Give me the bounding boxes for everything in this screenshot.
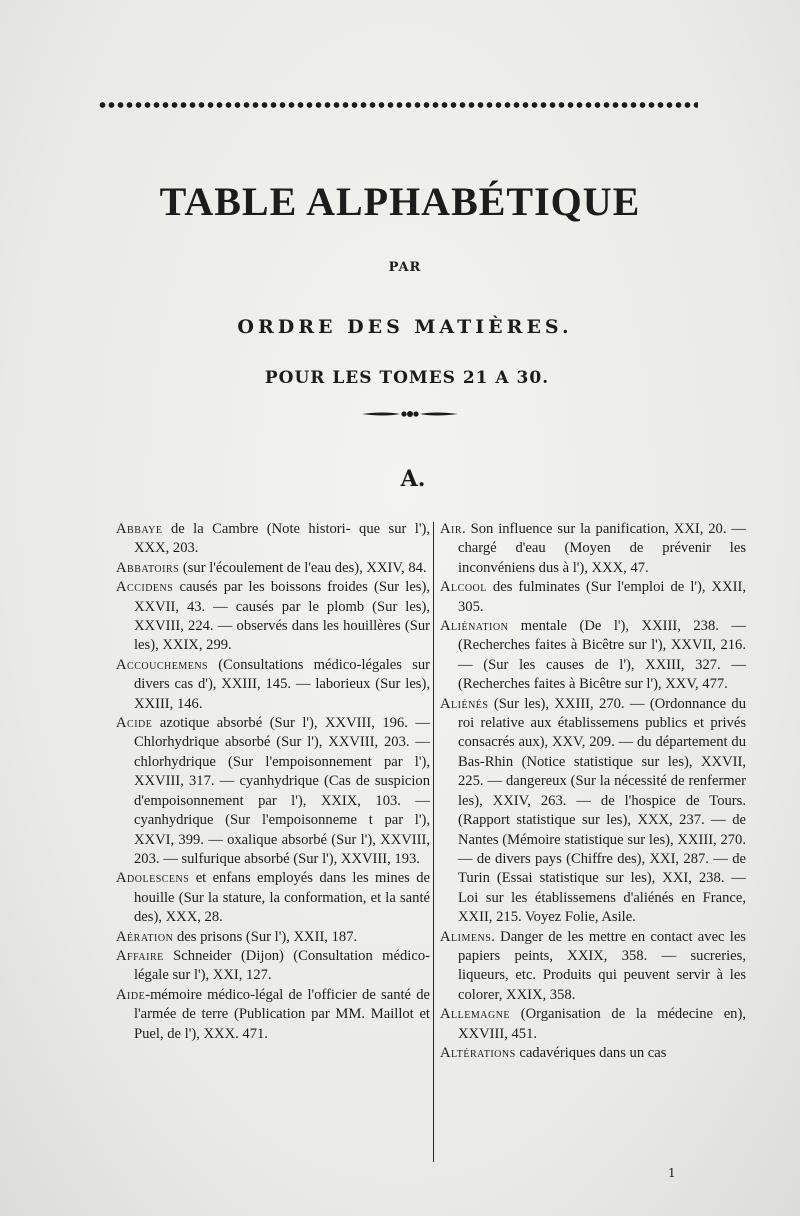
entry-text: . Danger de les mettre en contact avec les papiers peints, XXIX, 358. — sucreries, liqueurs, etc. Produits qui peuvent servir à les colorer, XXIX, 358. xyxy=(458,928,746,1003)
index-entry xyxy=(440,1044,746,1063)
index-entry xyxy=(440,1005,746,1044)
entry-headword: Air xyxy=(440,521,463,537)
index-entry xyxy=(116,559,430,578)
index-entry xyxy=(116,947,430,986)
entry-text: des fulminates (Sur l'emploi de l'), XXII, 305. xyxy=(458,579,746,615)
entry-text: (Sur les), XXIII, 270. — (Ordonnance du roi relative aux établissemens publics et privés consacrés aux), XXV, 209. — du département du Bas-Rhin (Notice statistique sur les), XXVII, 225. — dangereux (Sur la nécessité de renfermer les), XXIV, 263. — de l'hospice de Tours. (Rapport statistique sur les), XXX, 237. — de Nantes (Mémoire statistique sur les), XXIII, 270. — de divers pays (Chiffre des), XXI, 287. — de Turin (Essai statistique sur les), XXI, 238. — Loi sur les établissemens d'aliénés en France, XXII, 215. Voyez Folie, Asile. xyxy=(458,695,746,926)
entry-headword: Altérations xyxy=(440,1044,516,1061)
entry-headword: Adolescens xyxy=(116,870,190,887)
entry-text: mentale (De l'), XXIII, 238. — (Recherches faites à Bicêtre sur l'), XXVII, 216. — (Sur les causes de l'), XXIII, 327. — (Recherches faites à Bicêtre sur l'), XXV, 477. xyxy=(458,618,746,693)
right-column xyxy=(440,520,746,1063)
index-entry xyxy=(440,617,746,695)
index-entry xyxy=(116,520,430,559)
index-entry xyxy=(116,656,430,714)
index-entry xyxy=(116,928,430,947)
entry-headword: Accidens xyxy=(116,579,174,596)
left-column xyxy=(116,520,430,1044)
entry-headword: Abbatoirs xyxy=(116,559,180,576)
entry-text: -mémoire médico-légal de l'officier de santé de l'armée de terre (Publication par MM. Maillot et Puel, de l'), XXX. 471. xyxy=(134,986,430,1042)
subtitle-par: PAR xyxy=(388,260,422,275)
index-entry xyxy=(116,986,430,1044)
entry-text: . Son influence sur la panification, XXI, 20. — chargé d'eau (Moyen de prévenir les inconvéniens dus à l'), XXX, 47. xyxy=(458,521,746,576)
index-entry xyxy=(440,520,746,578)
subtitle-ordre: ORDRE DES MATIÈRES. xyxy=(237,316,573,338)
entry-headword: Allemagne xyxy=(440,1006,511,1023)
entry-headword: Accouchemens xyxy=(116,656,209,673)
entry-headword: Affaire xyxy=(116,947,164,964)
entry-text: (Consultations médico-légales sur divers cas d'), XXIII, 145. — laborieux (Sur les), XXIII, 146. xyxy=(134,656,430,712)
index-entry xyxy=(440,578,746,617)
section-letter: A. xyxy=(400,466,426,492)
entry-headword: Abbaye xyxy=(116,521,163,537)
flourish-ornament xyxy=(360,408,460,420)
entry-headword: Aide xyxy=(116,986,146,1003)
entry-text: (Organisation de la médecine en), XXVIII, 451. xyxy=(458,1006,746,1042)
entry-text: des prisons (Sur l'), XXII, 187. xyxy=(173,928,358,945)
entry-text: causés par les boissons froides (Sur les), XXVII, 43. — causés par le plomb (Sur les), XXVIII, 224. — observés dans les houillères (Sur les), XXIX, 299. xyxy=(134,579,430,654)
entry-text: azotique absorbé (Sur l'), XXVIII, 196. — Chlorhydrique absorbé (Sur l'), XXVIII, 203. — chlorhydrique (Sur l'empoisonnement par l'), XXVIII, 317. — cyanhydrique (Cas de suspicion d'empoisonnement par l'), XXIX, 103. — cyanhydrique (Sur l'empoisonneme t par l'), XXVI, 399. — oxalique absorbé (Sur l'), XXVIII, 203. — sulfurique absorbé (Sur l'), XXVIII, 193. xyxy=(134,715,430,867)
entry-headword: Aération xyxy=(116,928,174,945)
index-entry xyxy=(440,695,746,928)
entry-headword: Alcool xyxy=(440,579,487,596)
entry-headword: Aliénation xyxy=(440,618,509,635)
page-title: TABLE ALPHABÉTIQUE xyxy=(159,179,641,224)
entry-text: et enfans employés dans les mines de houille (Sur la stature, la conformation, et la santé des), XXX, 28. xyxy=(134,870,430,926)
entry-text: de la Cambre (Note histori- que sur l'), XXX, 203. xyxy=(134,521,430,557)
entry-headword: Alimens xyxy=(440,928,492,945)
entry-text: cadavériques dans un cas xyxy=(515,1044,667,1061)
entry-text: (sur l'écoulement de l'eau des), XXIV, 84. xyxy=(179,559,427,576)
index-entry xyxy=(440,928,746,1006)
entry-headword: Aliénés xyxy=(440,695,489,712)
ornamental-rule xyxy=(98,100,698,110)
column-divider xyxy=(433,522,434,1162)
index-entry xyxy=(116,714,430,869)
index-entry xyxy=(116,869,430,927)
subtitle-tomes: POUR LES TOMES 21 A 30. xyxy=(264,368,550,388)
entry-text: Schneider (Dijon) (Consultation médico-légale sur l'), XXI, 127. xyxy=(134,947,430,984)
index-entry xyxy=(116,578,430,656)
signature-mark: 1 xyxy=(668,1166,676,1180)
entry-headword: Acide xyxy=(116,715,153,732)
